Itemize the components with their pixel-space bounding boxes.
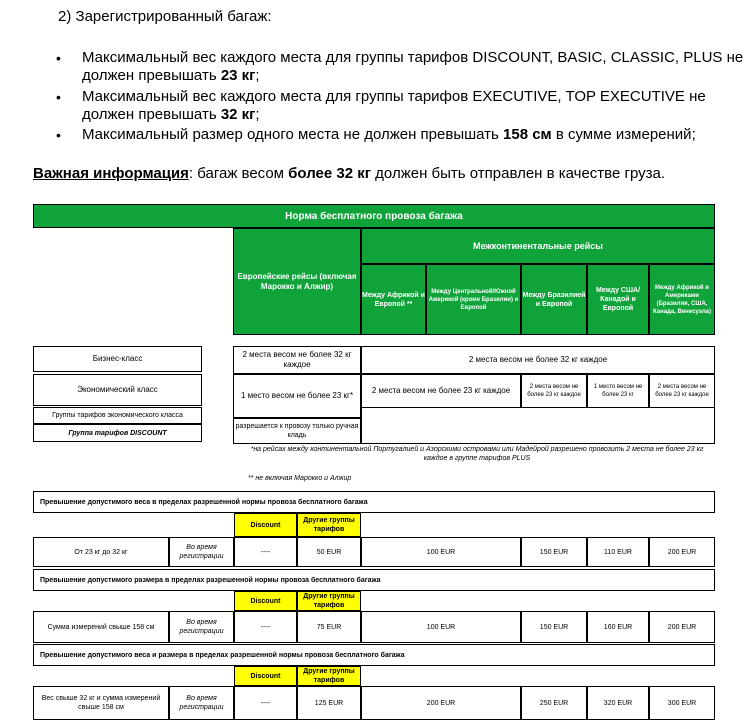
footnote-morocco: ** не включая Марокко и Алжир: [248, 475, 352, 482]
discount-column-label: Discount: [234, 591, 297, 611]
region-brazil-europe: Между Бразилией и Европой: [521, 264, 587, 335]
discount-fee-value: ----: [234, 537, 297, 567]
fee-row-label: От 23 кг до 32 кг: [33, 537, 169, 567]
intercont-header: Межконтинентальные рейсы: [361, 228, 715, 264]
other-groups-column-label: Другие группы тарифов: [297, 591, 361, 611]
brazil-fee-value: 150 EUR: [521, 537, 587, 567]
business-europe-value: 2 места весом не более 32 кг каждое: [233, 346, 361, 374]
fee-row-label: Сумма измерений свыше 158 см: [33, 611, 169, 643]
class-economy-group: Группы тарифов экономического класса: [33, 407, 202, 424]
economy-usa-value: 1 место весом не более 23 кг: [587, 374, 649, 408]
brazil-fee-value: 150 EUR: [521, 611, 587, 643]
region-africa-europe: Между Африкой и Европой **: [361, 264, 426, 335]
discount-europe-value: разрешается к провозу только ручная кладь: [233, 418, 361, 444]
africa-americas-fee-value: 300 EUR: [649, 686, 715, 720]
africa-latam-fee-value: 100 EUR: [361, 537, 521, 567]
allowance-title: Норма бесплатного провоза багажа: [33, 204, 715, 228]
at-checkin-label: Во время регистрации: [169, 611, 234, 643]
europe-header: Европейские рейсы (включая Марокко и Алжир): [233, 228, 361, 335]
discount-fee-value: ----: [234, 611, 297, 643]
usa-fee-value: 160 EUR: [587, 611, 649, 643]
bullet-item: Максимальный размер одного места не должен превышать 158 см в сумме измерений;: [82, 126, 696, 143]
africa-americas-fee-value: 200 EUR: [649, 537, 715, 567]
other-groups-column-label: Другие группы тарифов: [297, 513, 361, 537]
europe-fee-value: 125 EUR: [297, 686, 361, 720]
bullet-dot: •: [56, 89, 61, 105]
class-economy: Экономический класс: [33, 374, 202, 406]
fee-row-label: Вес свыше 32 кг и сумма измерений свыше 158 см: [33, 686, 169, 720]
economy-europe-value: 1 место весом не более 23 кг*: [233, 374, 361, 418]
section-heading: 2) Зарегистрированный багаж:: [58, 8, 272, 25]
at-checkin-label: Во время регистрации: [169, 537, 234, 567]
usa-fee-value: 320 EUR: [587, 686, 649, 720]
africa-latam-fee-value: 200 EUR: [361, 686, 521, 720]
fee-section-title: Превышение допустимого размера в пределах разрешенной нормы провоза бесплатного багажа: [33, 569, 715, 591]
at-checkin-label: Во время регистрации: [169, 686, 234, 720]
discount-intercont-empty: [361, 408, 715, 444]
footnote-portugal: *на рейсах между континентальной Португалией и Азорскими островами или Мадейрой разрешено провозить 2 места не более 23 кг каждое в группе тарифов PLUS: [250, 446, 704, 462]
africa-americas-fee-value: 200 EUR: [649, 611, 715, 643]
region-usa-europe: Между США/Канадой и Европой: [587, 264, 649, 335]
brazil-fee-value: 250 EUR: [521, 686, 587, 720]
discount-fee-value: ----: [234, 686, 297, 720]
bullet-dot: •: [56, 50, 61, 66]
bullet-item: Максимальный вес каждого места для группы тарифов EXECUTIVE, TOP EXECUTIVE не должен превышать 32 кг;: [82, 88, 706, 123]
other-groups-column-label: Другие группы тарифов: [297, 666, 361, 686]
economy-africa-americas-value: 2 места весом не более 23 кг каждое: [649, 374, 715, 408]
africa-latam-fee-value: 100 EUR: [361, 611, 521, 643]
discount-column-label: Discount: [234, 666, 297, 686]
economy-intercont-value: 2 места весом не более 23 кг каждое: [361, 374, 521, 408]
class-business: Бизнес-класс: [33, 346, 202, 372]
bullet-item: Максимальный вес каждого места для группы тарифов DISCOUNT, BASIC, CLASSIC, PLUS не должен превышать 23 кг;: [82, 49, 744, 84]
class-discount-group: Группа тарифов DISCOUNT: [33, 424, 202, 442]
fee-section-title: Превышение допустимого веса в пределах разрешенной нормы провоза бесплатного багажа: [33, 491, 715, 513]
europe-fee-value: 50 EUR: [297, 537, 361, 567]
region-africa-americas: Между Африкой и Америками (Бразилия, США, Канада, Венесуэла): [649, 264, 715, 335]
fee-section-title: Превышение допустимого веса и размера в пределах разрешенной нормы провоза бесплатного багажа: [33, 644, 715, 666]
important-note: Важная информация: багаж весом более 32 кг должен быть отправлен в качестве груза.: [33, 165, 666, 182]
business-intercont-value: 2 места весом не более 32 кг каждое: [361, 346, 715, 374]
europe-fee-value: 75 EUR: [297, 611, 361, 643]
usa-fee-value: 110 EUR: [587, 537, 649, 567]
discount-column-label: Discount: [234, 513, 297, 537]
economy-brazil-value: 2 места весом не более 23 кг каждое: [521, 374, 587, 408]
bullet-dot: •: [56, 127, 61, 143]
region-latam-europe: Между Центральной/Южной Америкой (кроме Бразилии) и Европой: [426, 264, 521, 335]
